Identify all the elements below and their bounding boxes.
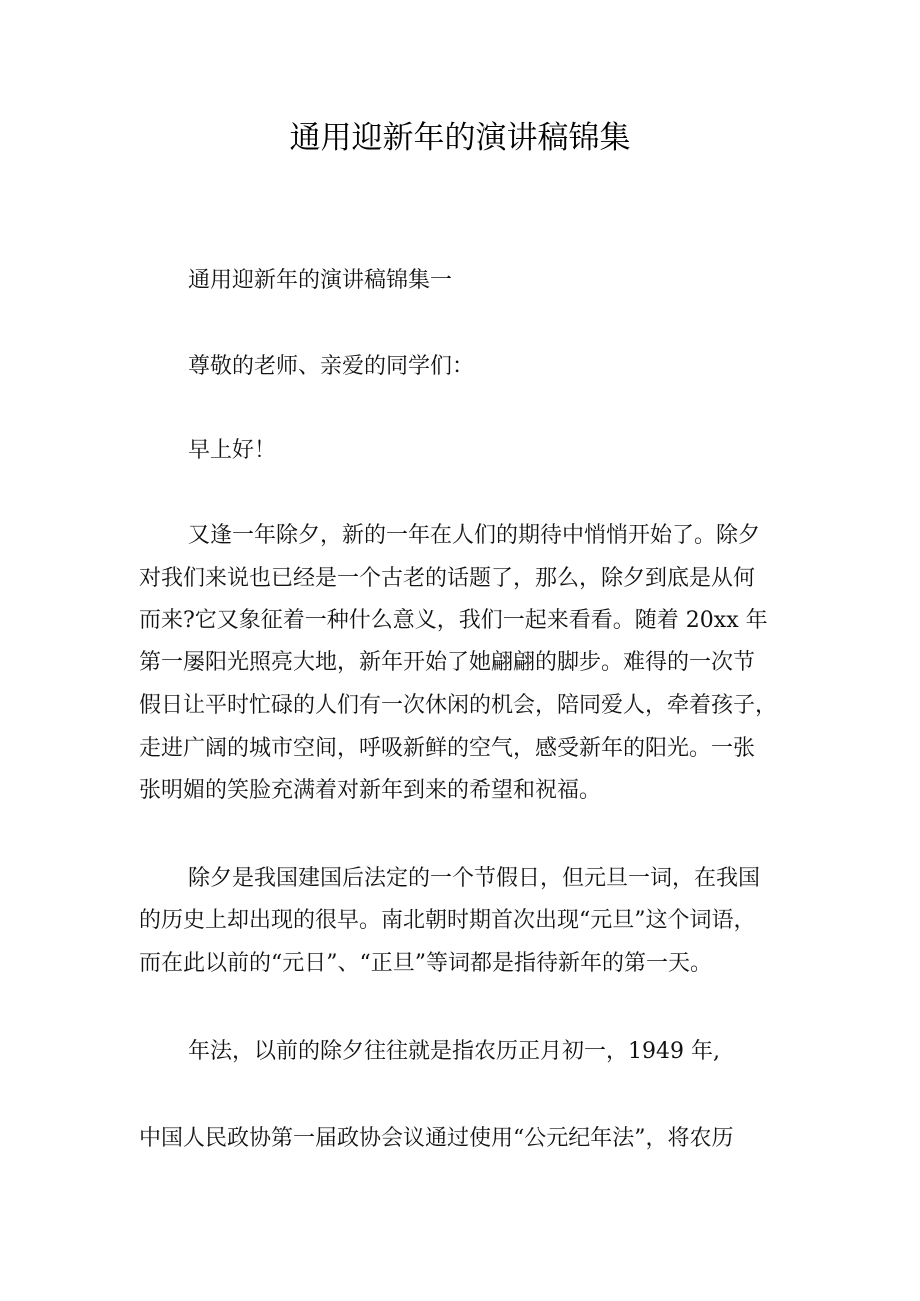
paragraph-line: 对我们来说也已经是一个古老的话题了，那么，除夕到底是从何 xyxy=(139,566,756,591)
paragraph-line: 年法，以前的除夕往往就是指农历正月初一，1949 年, xyxy=(188,1039,720,1064)
paragraph-line: 除夕是我国建国后法定的一个节假日，但元旦一词，在我国 xyxy=(188,866,761,891)
paragraph-line: 假日让平时忙碌的人们有一次休闲的机会，陪同爱人，牵着孩子， xyxy=(139,693,778,718)
paragraph-line: 中国人民政协第一届政协会议通过使用“公元纪年法”，将农历 xyxy=(139,1126,734,1151)
paragraph-line: 第一屡阳光照亮大地，新年开始了她翩翩的脚步。难得的一次节 xyxy=(139,650,756,675)
paragraph-line: 而来?它又象征着一种什么意义，我们一起来看看。随着 20xx 年 xyxy=(139,608,768,633)
paragraph-line: 而在此以前的“元日”、“正旦”等词都是指待新年的第一天。 xyxy=(139,951,712,976)
paragraph-line: 张明媚的笑脸充满着对新年到来的希望和祝福。 xyxy=(139,778,602,803)
document-title: 通用迎新年的演讲稿锦集 xyxy=(289,120,631,156)
paragraph-line: 走进广阔的城市空间，呼吸新鲜的空气，感受新年的阳光。一张 xyxy=(139,736,756,761)
paragraph-line: 的历史上却出现的很早。南北朝时期首次出现“元旦”这个词语， xyxy=(139,908,756,933)
section-subtitle: 通用迎新年的演讲稿锦集一 xyxy=(188,268,453,293)
salutation: 尊敬的老师、亲爱的同学们： xyxy=(188,354,475,379)
greeting: 早上好！ xyxy=(188,438,277,463)
paragraph-line: 又逢一年除夕，新的一年在人们的期待中悄悄开始了。除夕 xyxy=(188,523,761,548)
